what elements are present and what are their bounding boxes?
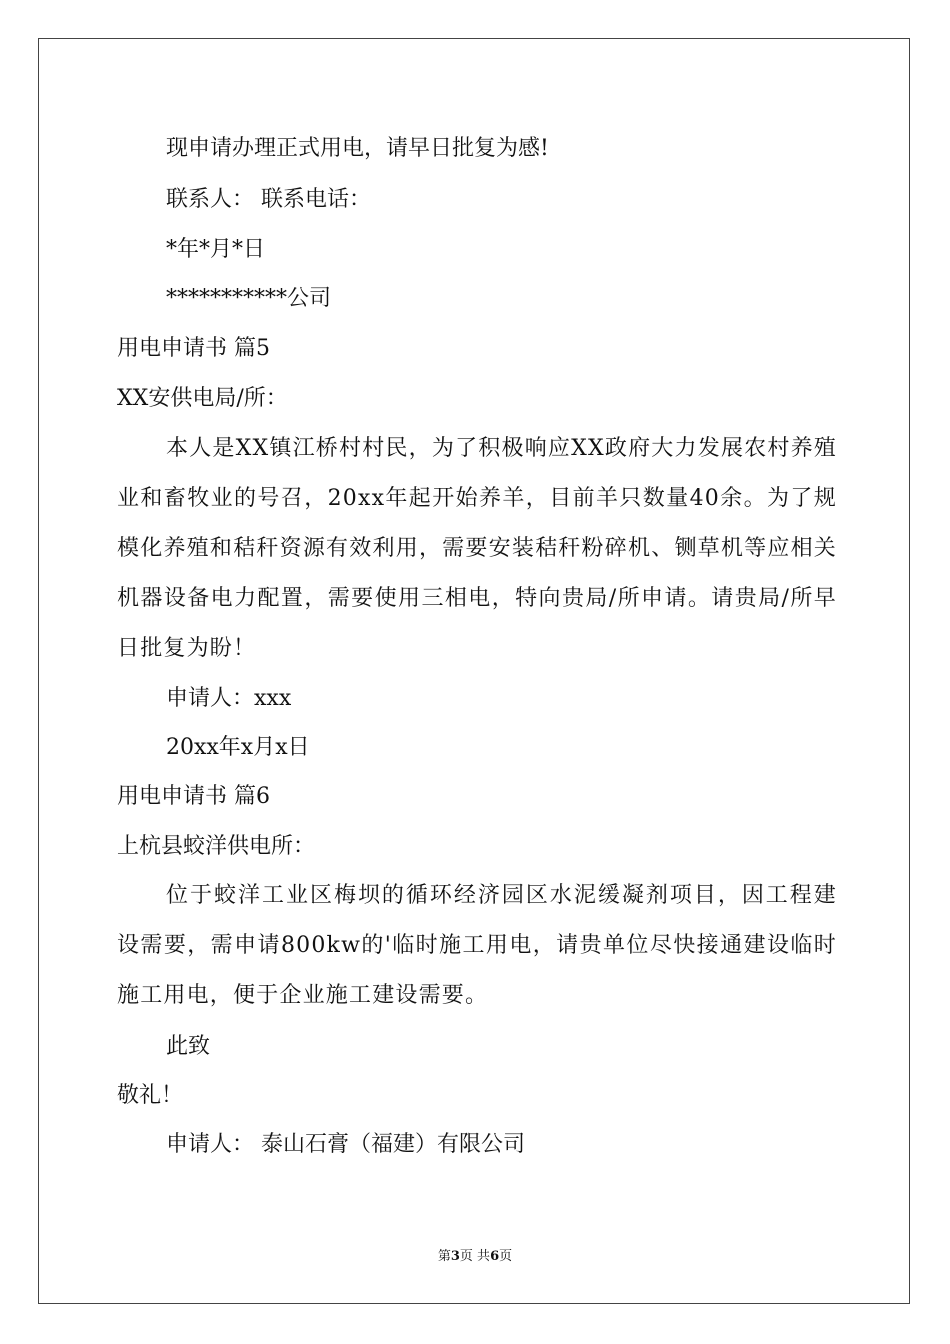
section-6-heading: 用电申请书 篇6	[117, 784, 270, 809]
date-placeholder-line: *年*月*日	[166, 237, 266, 262]
contact-line: 联系人： 联系电话：	[166, 187, 371, 212]
section-5-body: 本人是XX镇江桥村村民，为了积极响应XX政府大力发展农村养殖业和畜牧业的号召，20xx年起开始养羊，目前羊只数量40余。为了规模化养殖和秸秆资源有效利用，需要安装秸秆粉碎机、铡草机等应相关机器设备电力配置，需要使用三相电，特向贵局/所申请。请贵局/所早日批复为盼！	[117, 436, 837, 661]
page-number-footer	[0, 1248, 950, 1266]
section-5-heading: 用电申请书 篇5	[117, 336, 270, 361]
total-page-number: 6	[490, 1249, 500, 1264]
company-placeholder-line: ***********公司	[166, 286, 332, 311]
current-page-number: 3	[450, 1249, 460, 1264]
section-6-body: 位于蛟洋工业区梅坝的循环经济园区水泥缓凝剂项目，因工程建设需要，需申请800kw的'临时施工用电，请贵单位尽快接通建设临时施工用电，便于企业施工建设需要。	[117, 883, 837, 1008]
section-6-recipient: 上杭县蛟洋供电所：	[117, 834, 316, 859]
closing-salutation: 此致	[166, 1034, 211, 1059]
section-6-applicant: 申请人： 泰山石膏（福建）有限公司	[166, 1132, 525, 1157]
section-5-recipient: XX安供电局/所：	[117, 386, 288, 411]
footer-mid: 页 共	[459, 1249, 491, 1264]
section-5-date: 20xx年x月x日	[166, 735, 310, 760]
section-5-applicant: 申请人：xxx	[166, 686, 292, 711]
footer-suffix: 页	[499, 1249, 513, 1264]
footer-prefix: 第	[437, 1249, 451, 1264]
closing-regards: 敬礼！	[117, 1083, 184, 1108]
approval-request-line: 现申请办理正式用电，请早日批复为感!	[166, 136, 549, 161]
